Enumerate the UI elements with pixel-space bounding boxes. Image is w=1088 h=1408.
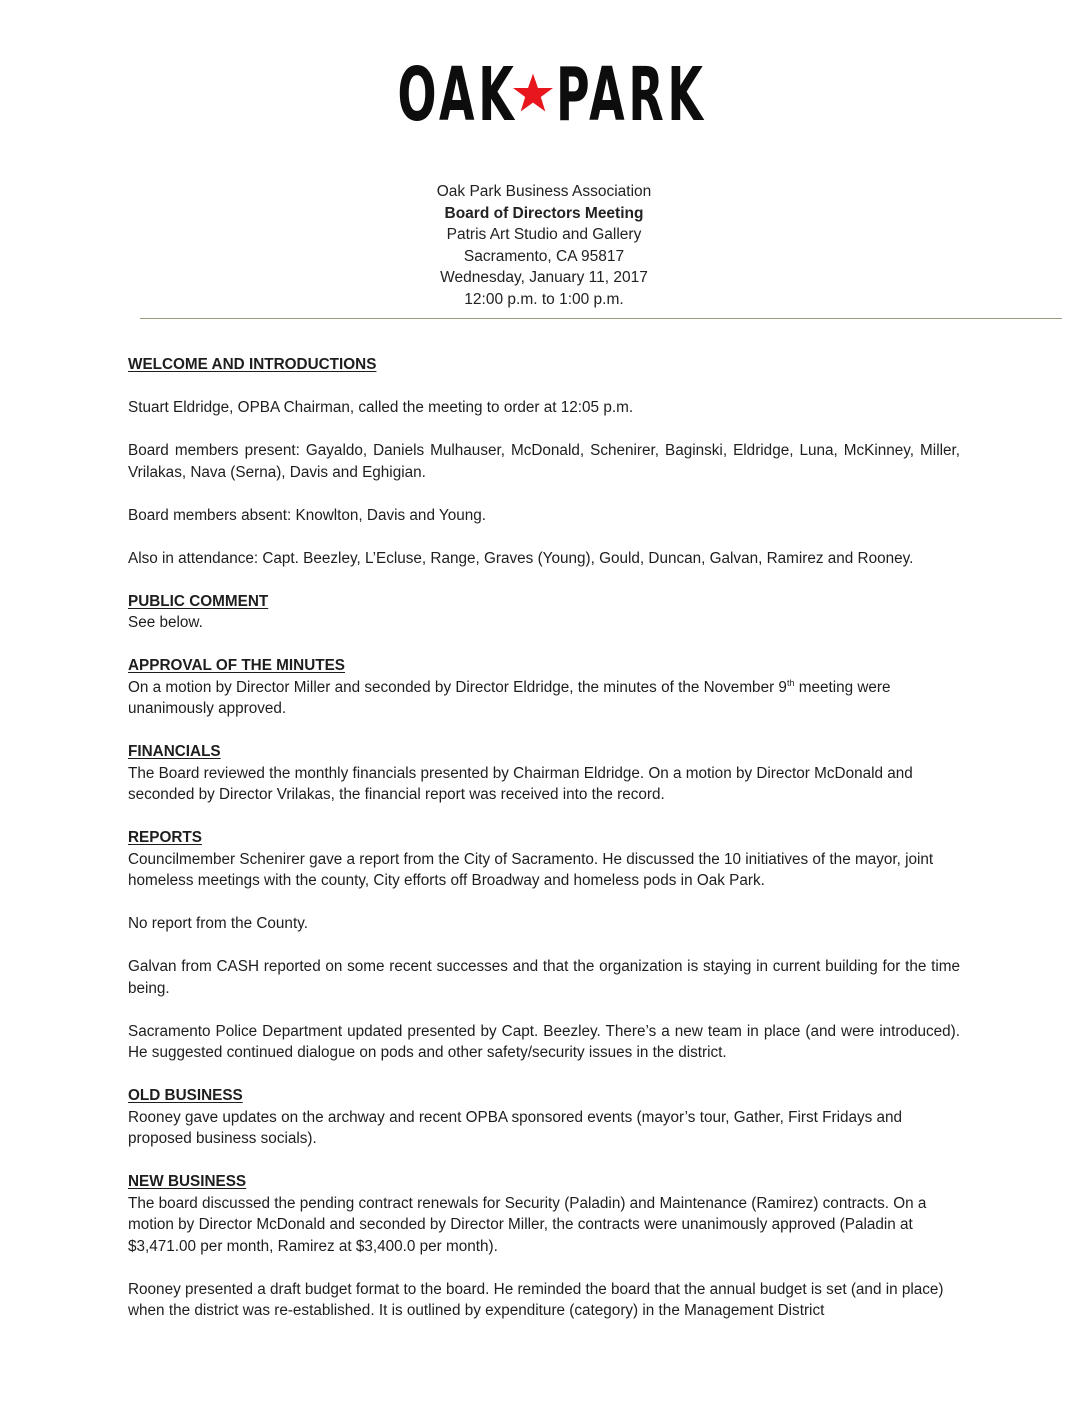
section-title-old-business: OLD BUSINESS bbox=[128, 1087, 243, 1104]
section-title-financials: FINANCIALS bbox=[128, 743, 221, 760]
section-welcome bbox=[128, 354, 960, 569]
city-report-text: Councilmember Schenirer gave a report from the City of Sacramento. He discussed the 10 initiatives of the mayor, joint homeless meetings with the county, City efforts off Broadway and homeless pods in Oak Park. bbox=[128, 850, 934, 889]
section-title-approval: APPROVAL OF THE MINUTES bbox=[128, 657, 346, 674]
attendance-text: Also in attendance: Capt. Beezley, L’Ecluse, Range, Graves (Young), Gould, Duncan, Galvan, Ramirez and Rooney. bbox=[128, 549, 914, 567]
red-star-icon bbox=[512, 60, 554, 126]
oak-park-logo bbox=[0, 52, 1088, 138]
section-old-business bbox=[128, 1085, 960, 1150]
public-comment-text: See below. bbox=[128, 614, 203, 631]
section-title-reports: REPORTS bbox=[128, 829, 202, 846]
meeting-header bbox=[0, 181, 1088, 310]
meeting-date: Wednesday, January 11, 2017 bbox=[440, 269, 648, 286]
logo-word-park: PARK bbox=[556, 52, 707, 138]
cash-report-text: Galvan from CASH reported on some recent successes and that the organization is staying in current building for the time being. bbox=[128, 958, 960, 997]
minutes-body bbox=[128, 354, 960, 1322]
members-absent-text: Board members absent: Knowlton, Davis and Young. bbox=[128, 506, 486, 524]
meeting-city: Sacramento, CA 95817 bbox=[463, 247, 625, 265]
logo-word-oak: OAK bbox=[398, 52, 518, 138]
section-reports bbox=[128, 827, 960, 1064]
section-approval bbox=[128, 655, 960, 720]
approval-text: On a motion by Director Miller and seconded by Director Eldridge, the minutes of the November 9th meeting were unanimously approved. bbox=[128, 677, 891, 717]
section-public-comment bbox=[128, 591, 960, 634]
contracts-text: The board discussed the pending contract renewals for Security (Paladin) and Maintenance (Ramirez) contracts. On a motion by Director McDonald and seconded by Director Miller, the contracts were unanimously approved (Paladin at $3,471.00 per month, Ramirez at $3,400.0 per month). bbox=[128, 1194, 927, 1255]
members-present-text: Board members present: Gayaldo, Daniels Mulhauser, McDonald, Schenirer, Baginski, Eldridge, Luna, McKinney, Miller, Vrilakas, Nava (Serna), Davis and Eghigian. bbox=[128, 442, 960, 481]
section-title-welcome: WELCOME AND INTRODUCTIONS bbox=[128, 356, 377, 373]
section-title-public-comment: PUBLIC COMMENT bbox=[128, 592, 269, 610]
county-report-text: No report from the County. bbox=[128, 915, 308, 932]
budget-text: Rooney presented a draft budget format to the board. He reminded the board that the annual budget is set (and in place) when the district was re-established. It is outlined by expenditure (category) in the Management District bbox=[128, 1280, 944, 1319]
police-report-text: Sacramento Police Department updated presented by Capt. Beezley. There’s a new team in place (and were introduced). He suggested continued dialogue on pods and other safety/security issues in the district. bbox=[128, 1022, 960, 1061]
old-business-text: Rooney gave updates on the archway and recent OPBA sponsored events (mayor’s tour, Gather, First Fridays and proposed business socials). bbox=[128, 1108, 903, 1147]
section-title-new-business: NEW BUSINESS bbox=[128, 1173, 247, 1190]
section-financials bbox=[128, 741, 960, 806]
header-divider bbox=[140, 318, 1062, 319]
call-to-order-text: Stuart Eldridge, OPBA Chairman, called the meeting to order at 12:05 p.m. bbox=[128, 399, 634, 416]
organization-name: Oak Park Business Association bbox=[436, 183, 652, 200]
meeting-title: Board of Directors Meeting bbox=[444, 204, 644, 222]
meeting-venue: Patris Art Studio and Gallery bbox=[446, 226, 642, 243]
meeting-time: 12:00 p.m. to 1:00 p.m. bbox=[464, 290, 624, 308]
financials-text: The Board reviewed the monthly financials presented by Chairman Eldridge. On a motion by Director McDonald and seconded by Director Vrilakas, the financial report was received into the record. bbox=[128, 764, 913, 803]
section-new-business bbox=[128, 1171, 960, 1322]
